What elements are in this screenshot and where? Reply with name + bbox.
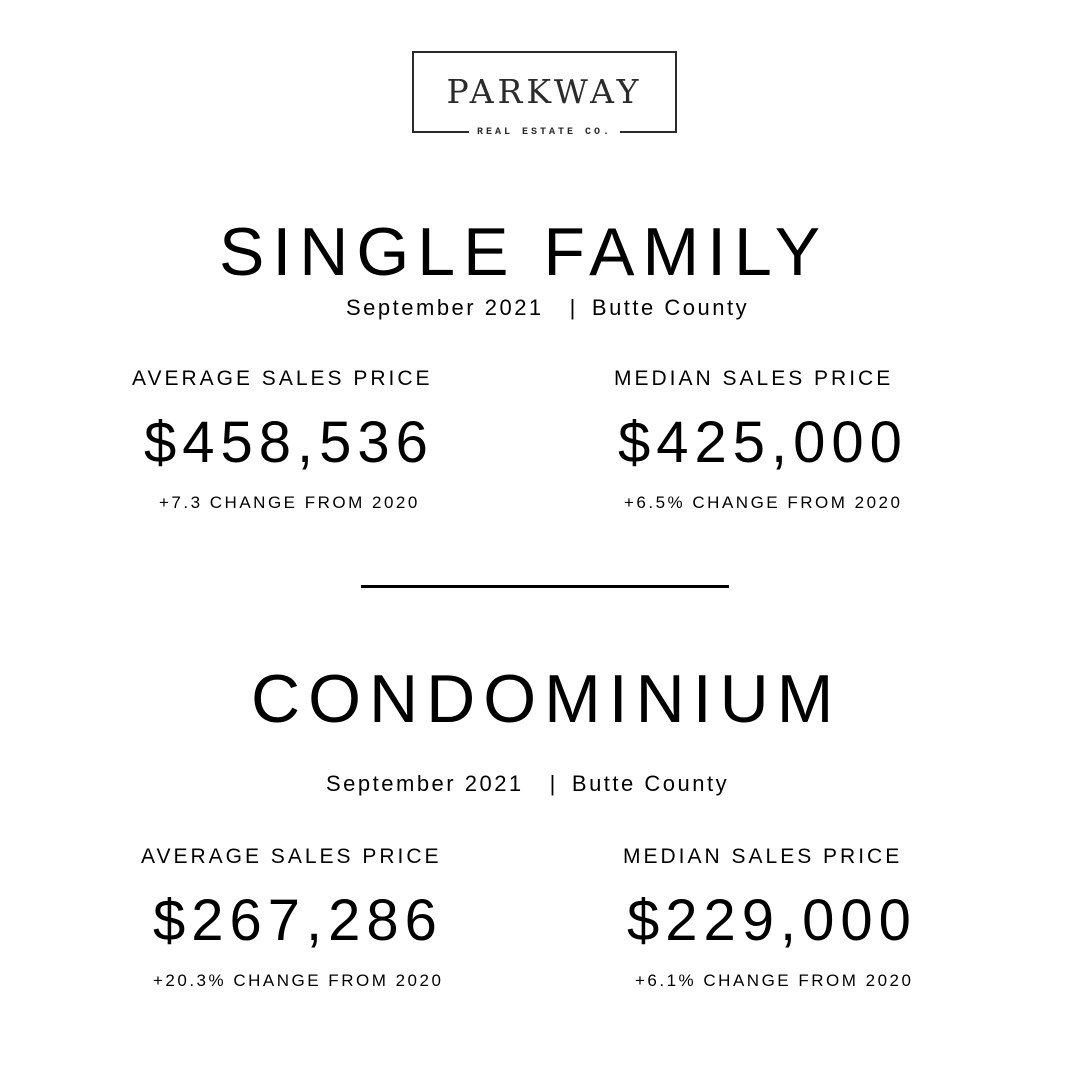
single-family-county: Butte County <box>591 295 750 320</box>
sf-median-value: $425,000 <box>618 410 908 475</box>
condo-median-value: $229,000 <box>627 888 917 953</box>
logo-tagline: REAL ESTATE CO. <box>469 126 620 140</box>
single-family-meta <box>346 297 749 319</box>
condo-median-change: +6.1% CHANGE FROM 2020 <box>635 971 914 990</box>
condo-median-label: MEDIAN SALES PRICE <box>623 845 903 868</box>
sf-average-value: $458,536 <box>144 410 434 475</box>
condominium-title: CONDOMINIUM <box>251 661 842 737</box>
single-family-title: SINGLE FAMILY <box>219 214 829 290</box>
sf-average-change: +7.3 CHANGE FROM 2020 <box>159 493 420 512</box>
condominium-county: Butte County <box>571 771 730 796</box>
condominium-meta <box>326 773 729 795</box>
parkway-logo <box>412 51 677 138</box>
condo-average-value: $267,286 <box>153 888 443 953</box>
section-divider <box>361 585 729 588</box>
sf-median-label: MEDIAN SALES PRICE <box>614 367 894 390</box>
sf-median-change: +6.5% CHANGE FROM 2020 <box>624 493 903 512</box>
condominium-period: September 2021 <box>326 771 524 796</box>
condo-average-change: +20.3% CHANGE FROM 2020 <box>153 971 444 990</box>
single-family-period: September 2021 <box>346 295 544 320</box>
sf-average-label: AVERAGE SALES PRICE <box>132 367 433 390</box>
logo-name: PARKWAY <box>446 72 643 111</box>
meta-separator: | <box>569 295 578 320</box>
condo-average-label: AVERAGE SALES PRICE <box>141 845 442 868</box>
meta-separator: | <box>549 771 558 796</box>
